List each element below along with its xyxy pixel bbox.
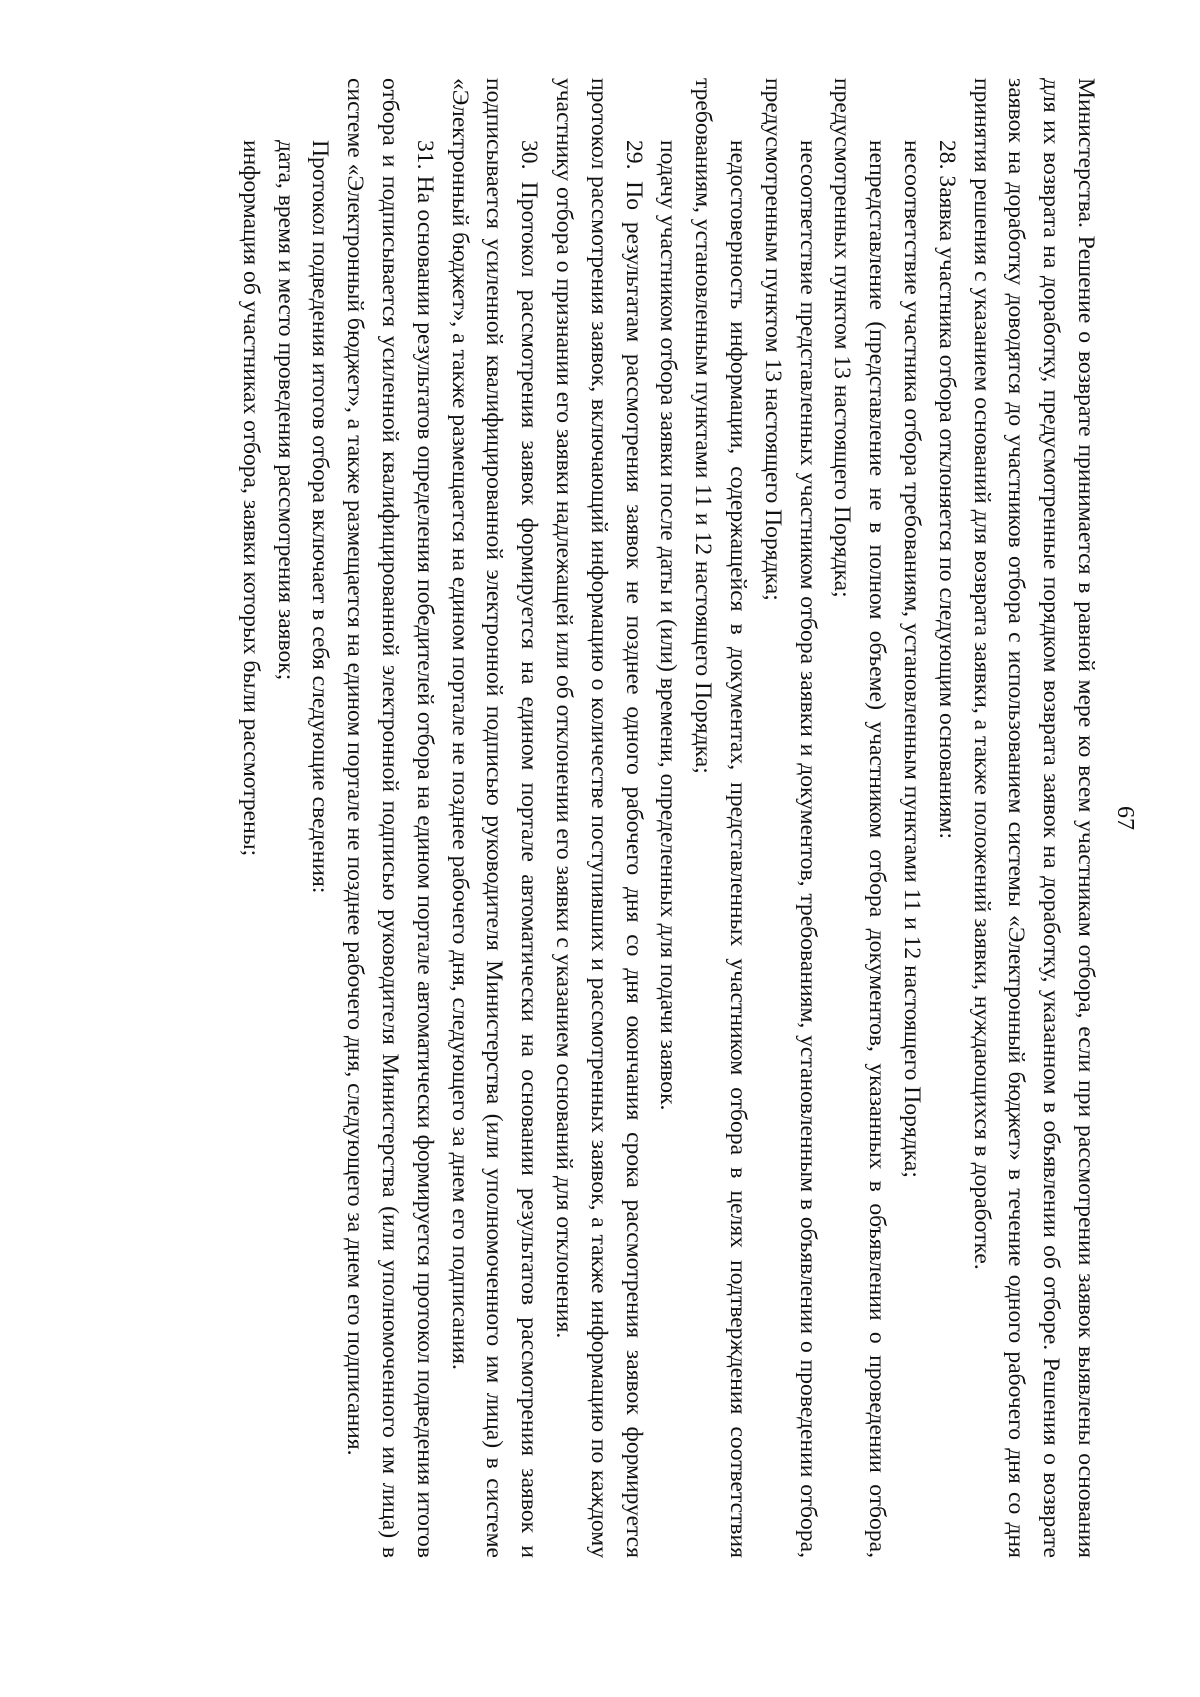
paragraph: информация об участниках отбора, заявки которых были рассмотрены; [237, 140, 264, 857]
paragraph: недостоверность информации, содержащейся в документах, представленных участником отбора в целях подтверждения соответствия требованиям, установленным пунктами 11 и 12 настоящего Порядка; [690, 78, 752, 1558]
paragraph: Протокол подведения итогов отбора включает в себя следующие сведения: [307, 140, 334, 894]
page-number: 67 [1112, 806, 1138, 830]
paragraph: 31. На основании результатов определения победителей отбора на едином портале автоматически формируется протокол подведения итогов отбора и подписывается усиленной квалифицированной электронной подписью руководителя Министерства (или уполномоченного им лица) в системе «Электронный бюджет», а также размещается на едином портале не позднее рабочего дня, следующего за днем его подписания. [342, 78, 438, 1558]
paragraph: подачу участником отбора заявки после даты и (или) времени, определенных для подачи заявок. [655, 140, 682, 1111]
paragraph: 28. Заявка участника отбора отклоняется по следующим основаниям: [933, 140, 960, 840]
paragraph: несоответствие участника отбора требованиям, установленным пунктами 11 и 12 настоящего Порядка; [899, 140, 926, 1178]
document-page [115, 78, 1145, 1558]
paragraph: Министерства. Решение о возврате принимается в равной мере ко всем участникам отбора, если при рассмотрении заявок выявлены основания для их возврата на доработку, предусмотренные порядком возврата заявок на доработку, указанном в объявлении об отборе. Решения о возврате заявок на доработку доводятся до участников отбора с использованием системы «Электронный бюджет» в течение одного рабочего дня со дня принятия решения с указанием оснований для возврата заявки, а также положений заявки, нуждающихся в доработке. [968, 78, 1099, 1558]
paragraph: несоответствие представленных участником отбора заявки и документов, требованиям, установленным в объявлении о проведении отбора, предусмотренным пунктом 13 настоящего Порядка; [759, 78, 821, 1558]
paragraph: 29. По результатам рассмотрения заявок не позднее одного рабочего дня со дня окончания срока рассмотрения заявок формируется протокол рассмотрения заявок, включающий информацию о количестве поступивших и рассмотренных заявок, а также информацию по каждому участнику отбора о признании его заявки надлежащей или об отклонении его заявки с указанием оснований для отклонения. [551, 78, 647, 1558]
paragraph: непредставление (представление не в полном объеме) участником отбора документов, указанных в объявлении о проведении отбора, предусмотренных пунктом 13 настоящего Порядка; [829, 78, 891, 1558]
paragraph: дата, время и место проведения рассмотрения заявок; [272, 140, 299, 681]
document-body [233, 78, 1103, 1558]
paragraph: 30. Протокол рассмотрения заявок формируется на едином портале автоматически на основании результатов рассмотрения заявок и подписывается усиленной квалифицированной электронной подписью руководителя Министерства (или уполномоченного им лица) в системе «Электронный бюджет», а также размещается на едином портале не позднее рабочего дня, следующего за днем его подписания. [446, 78, 543, 1558]
